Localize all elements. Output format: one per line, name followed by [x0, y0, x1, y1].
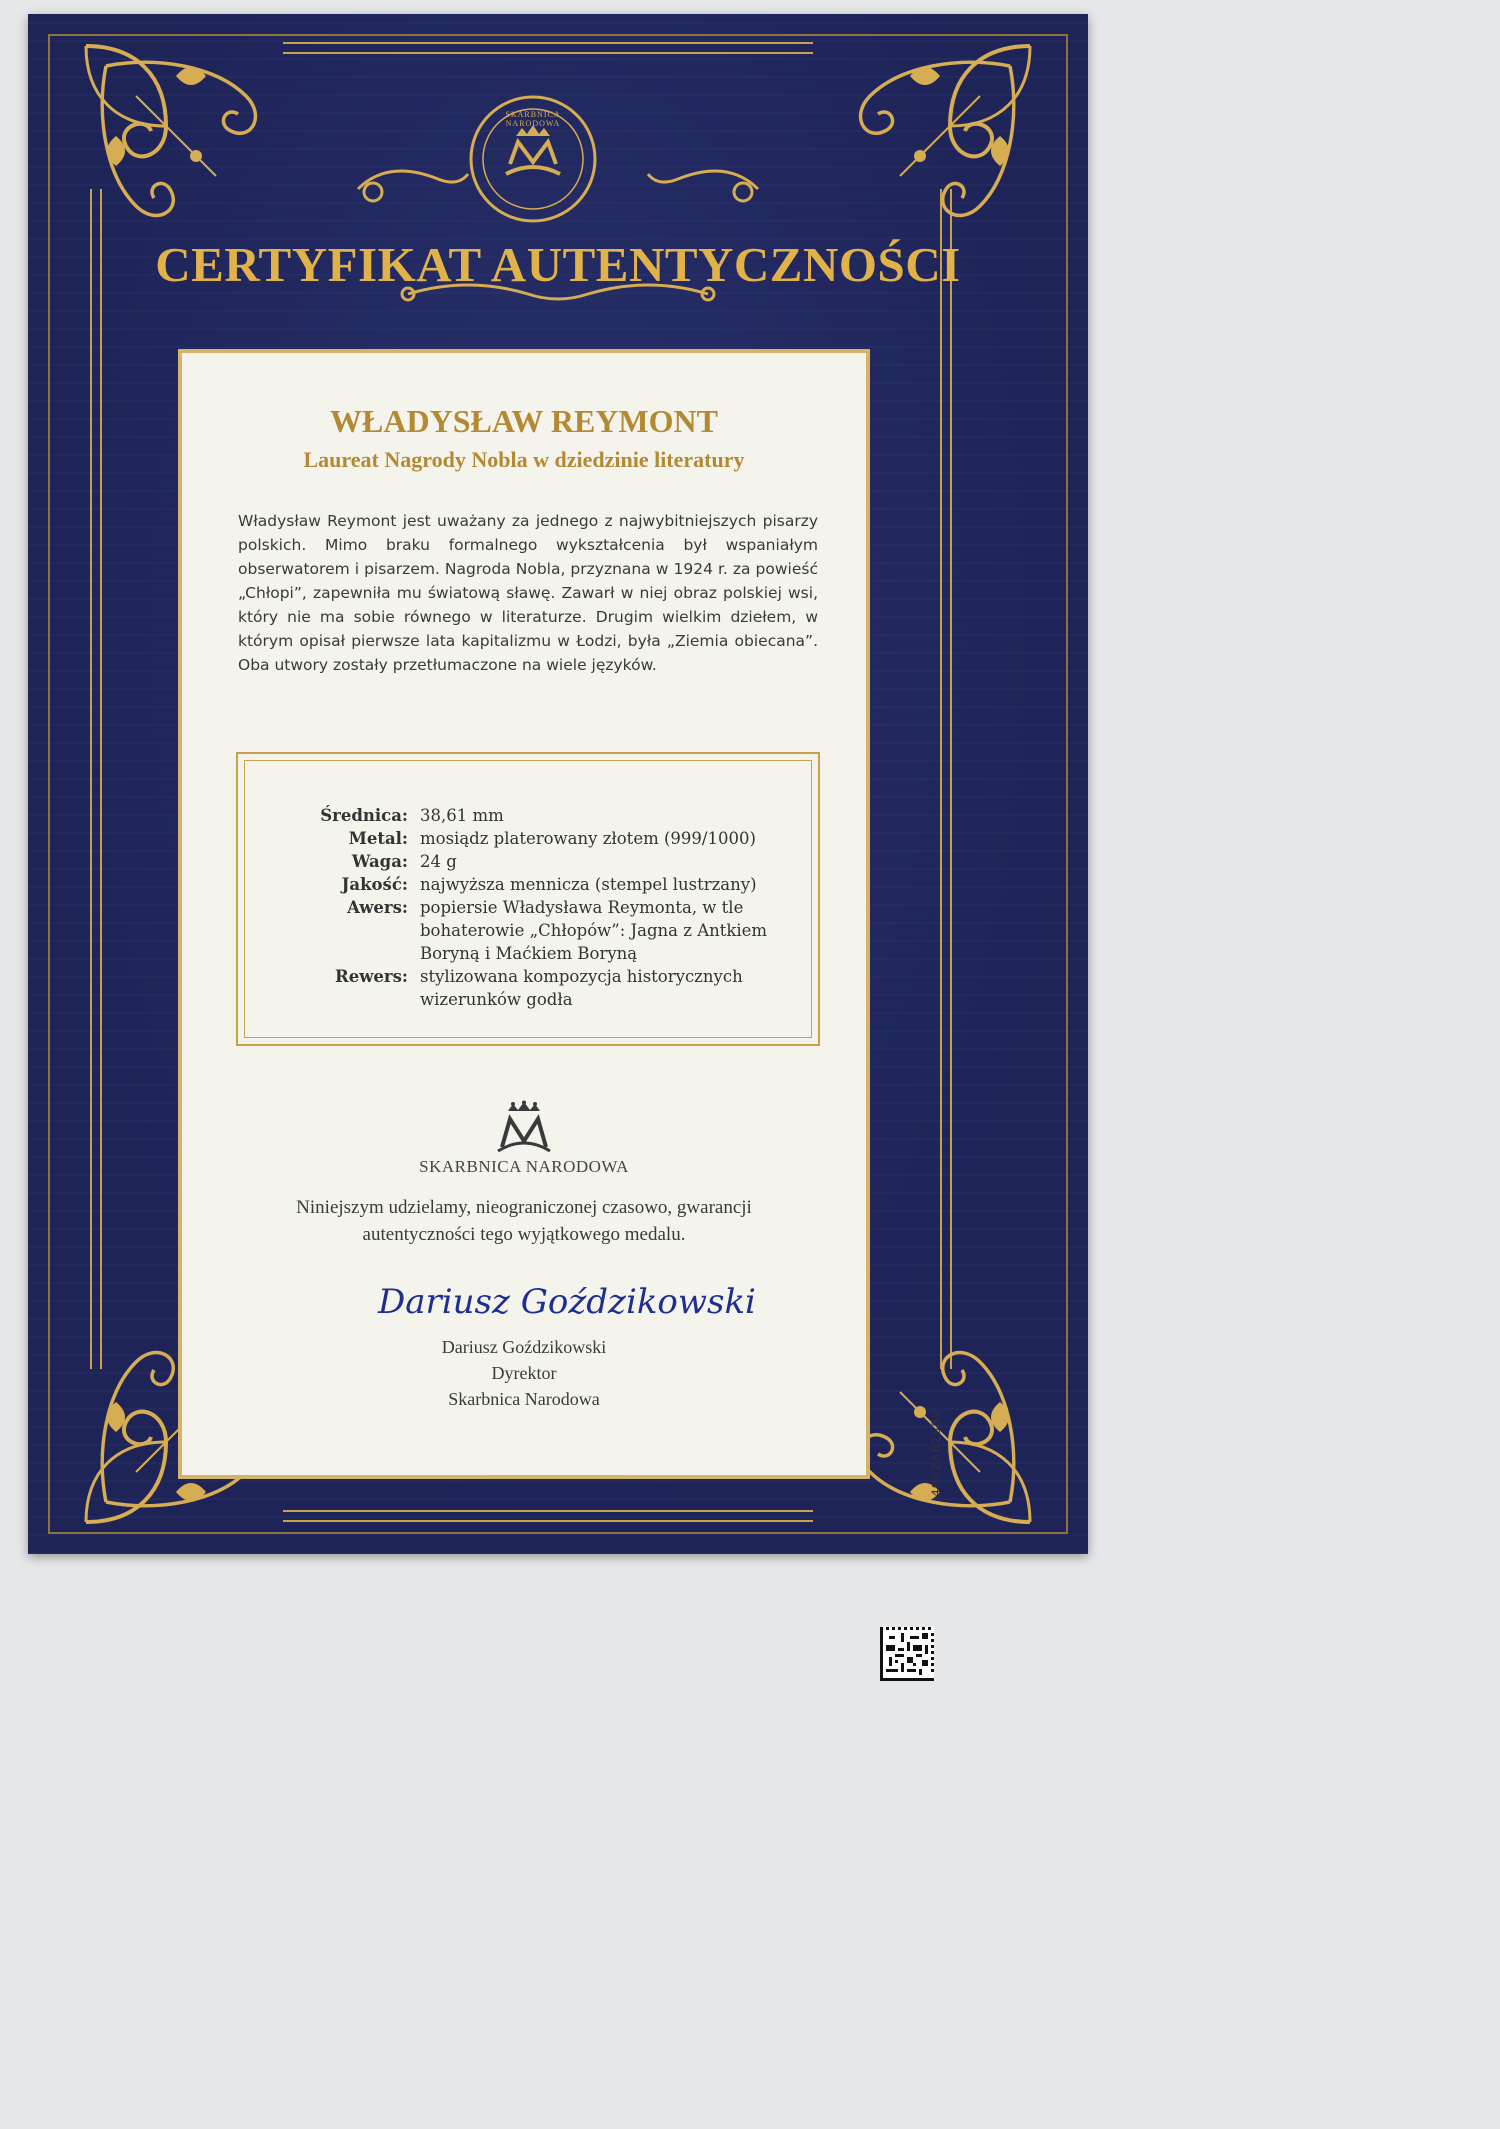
- certificate-card: [28, 14, 1088, 1554]
- corner-flourish-icon: [861, 46, 1030, 215]
- spec-value: 24 g: [420, 852, 457, 871]
- mint-name: SKARBNICA NARODOWA: [419, 1157, 629, 1176]
- corner-flourish-icon: [861, 1353, 1030, 1522]
- spec-value: 38,61 mm: [420, 806, 504, 825]
- seal-text: SKARBNICA NARODOWA: [505, 110, 561, 128]
- spec-label: Metal:: [348, 829, 408, 848]
- signer-block: [178, 1334, 870, 1412]
- spec-label: Awers:: [347, 898, 408, 917]
- spec-label: Jakość:: [341, 875, 408, 894]
- specification-box: [236, 752, 820, 1046]
- guarantee-text: Niniejszym udzielamy, nieograniczonej czasowo, gwarancji autentyczności tego wyjątkowego medalu.: [296, 1197, 752, 1245]
- certificate-title: CERTYFIKAT AUTENTYCZNOŚCI: [155, 237, 961, 292]
- honoree-subtitle: Laureat Nagrody Nobla w dziedzinie literatury: [303, 447, 745, 472]
- serial-number: 4002862589: [929, 1408, 944, 1497]
- handwritten-signature: [374, 1269, 756, 1329]
- qr-code-icon: [880, 1627, 934, 1681]
- spec-label: Średnica:: [320, 806, 408, 825]
- spec-label: Rewers:: [335, 967, 408, 986]
- spec-value: najwyższa mennicza (stempel lustrzany): [420, 875, 757, 894]
- honoree-name: WŁADYSŁAW REYMONT: [330, 403, 718, 439]
- spec-value: mosiądz platerowany złotem (999/1000): [420, 829, 756, 848]
- signature-text: Dariusz Goździkowski: [378, 1282, 756, 1322]
- signer-role: Dyrektor: [491, 1363, 557, 1383]
- signer-name: Dariusz Goździkowski: [441, 1337, 607, 1357]
- crown-monogram-icon: [494, 1101, 554, 1157]
- content-panel: [178, 349, 944, 1497]
- spec-label: Waga:: [351, 852, 408, 871]
- corner-flourish-icon: [86, 46, 255, 215]
- biography-text: Władysław Reymont jest uważany za jednego z najwybitniejszych pisarzy polskich. Mimo braku formalnego wykształcenia był wspaniałym obserwatorem i pisarzem. Nagroda Nobla, przyznana w 1924 r. za powieść „Chłopi”, zapewniła mu światową sławę. Zawarł w niej obraz polskiej wsi, który nie ma sobie równego w literaturze. Drugim wielkim dziełem, w którym opisał pierwsze lata kapitalizmu w Łodzi, była „Ziemia obiecana”. Oba utwory zostały przetłumaczone na wiele języków.: [238, 512, 818, 674]
- signer-organization: Skarbnica Narodowa: [448, 1389, 600, 1409]
- spec-value: popiersie Władysława Reymonta, w tle bohaterowie „Chłopów”: Jagna z Antkiem Boryną i Maćkiem Boryną: [420, 898, 768, 963]
- spec-value: stylizowana kompozycja historycznych wizerunków godła: [420, 967, 743, 1009]
